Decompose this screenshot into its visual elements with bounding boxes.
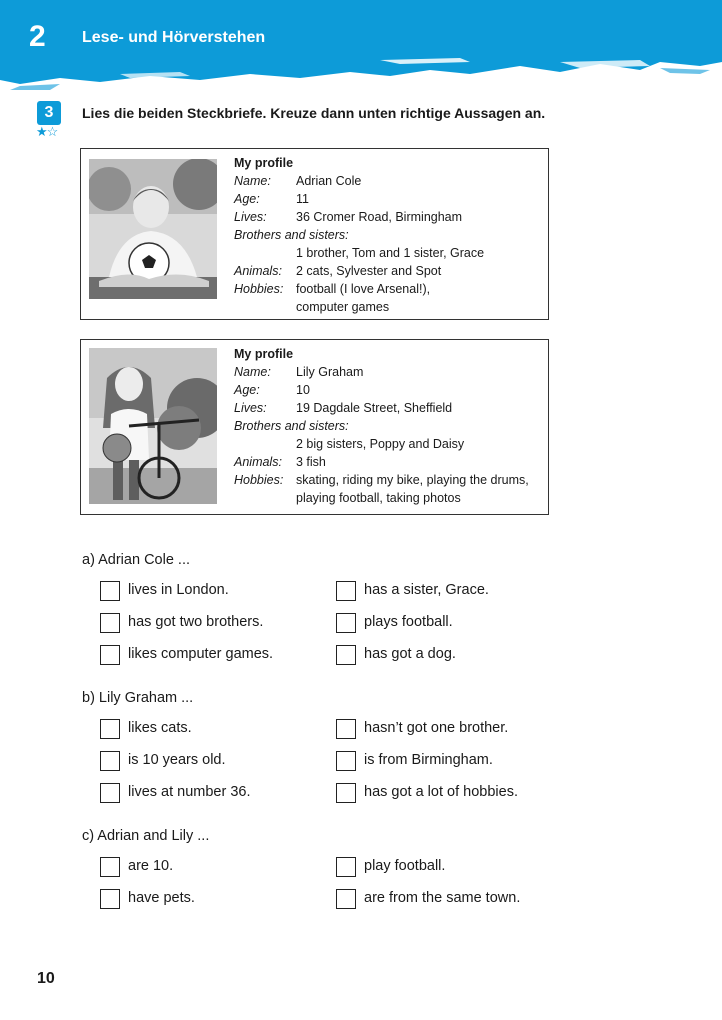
checkbox[interactable] <box>100 581 120 601</box>
profile-details <box>234 345 529 507</box>
checkbox[interactable] <box>100 783 120 803</box>
option-text: is from Birmingham. <box>364 752 493 768</box>
name-label: Name: <box>234 174 271 188</box>
lives-value: 36 Cromer Road, Birmingham <box>296 210 463 224</box>
checkbox[interactable] <box>336 581 356 601</box>
hobbies-label: Hobbies: <box>234 473 284 487</box>
name-value: Adrian Cole <box>296 174 362 188</box>
profile-card-adrian <box>80 148 549 320</box>
difficulty-stars-icon: ★☆ <box>36 124 58 139</box>
checkbox[interactable] <box>100 889 120 909</box>
name-label: Name: <box>234 365 271 379</box>
hobbies-label: Hobbies: <box>234 282 284 296</box>
option-text: has a sister, Grace. <box>364 582 489 598</box>
name-value: Lily Graham <box>296 365 364 379</box>
animals-label: Animals: <box>234 455 282 469</box>
profile-details <box>234 154 484 316</box>
question-c-label: c) Adrian and Lily ... <box>82 828 210 844</box>
option-text: likes cats. <box>128 720 192 736</box>
hobbies-value-cont: playing football, taking photos <box>296 491 461 505</box>
unit-number: 2 <box>29 20 46 53</box>
siblings-value: 2 big sisters, Poppy and Daisy <box>296 437 465 451</box>
animals-label: Animals: <box>234 264 282 278</box>
checkbox[interactable] <box>336 857 356 877</box>
option-text: are 10. <box>128 858 174 874</box>
animals-value: 3 fish <box>296 455 326 469</box>
question-a-label: a) Adrian Cole ... <box>82 552 190 568</box>
checkbox[interactable] <box>100 613 120 633</box>
hobbies-value: football (I love Arsenal!), <box>296 282 431 296</box>
option-text: lives at number 36. <box>128 784 251 800</box>
option-text: likes computer games. <box>128 646 274 662</box>
checkbox[interactable] <box>336 613 356 633</box>
profile-card-lily <box>80 339 549 515</box>
checkbox[interactable] <box>336 645 356 665</box>
exercise-number-badge: 3 <box>37 101 61 125</box>
lives-value: 19 Dagdale Street, Sheffield <box>296 401 453 415</box>
age-value: 11 <box>296 192 309 206</box>
checkbox[interactable] <box>100 751 120 771</box>
girl-with-bike-photo <box>89 348 217 504</box>
checkbox[interactable] <box>336 751 356 771</box>
checkbox[interactable] <box>336 783 356 803</box>
siblings-value: 1 brother, Tom and 1 sister, Grace <box>296 246 485 260</box>
hobbies-value: skating, riding my bike, playing the drums, <box>296 473 529 487</box>
hobbies-value-cont: computer games <box>296 300 390 314</box>
lives-label: Lives: <box>234 210 267 224</box>
option-text: has got a lot of hobbies. <box>364 784 518 800</box>
option-text: lives in London. <box>128 582 229 598</box>
option-text: hasn’t got one brother. <box>364 720 509 736</box>
age-value: 10 <box>296 383 310 397</box>
checkbox[interactable] <box>336 719 356 739</box>
siblings-label: Brothers and sisters: <box>234 228 349 242</box>
option-text: has got a dog. <box>364 646 456 662</box>
exercise-instruction: Lies die beiden Steckbriefe. Kreuze dann unten richtige Aussagen an. <box>82 105 546 121</box>
option-text: is 10 years old. <box>128 752 226 768</box>
option-text: plays football. <box>364 614 453 630</box>
option-text: play football. <box>364 858 446 874</box>
profile-heading: My profile <box>234 156 294 170</box>
option-text: have pets. <box>128 890 195 906</box>
animals-value: 2 cats, Sylvester and Spot <box>296 264 442 278</box>
boy-with-football-photo <box>89 159 217 299</box>
profile-heading: My profile <box>234 347 294 361</box>
age-label: Age: <box>234 192 260 206</box>
page-number: 10 <box>37 970 55 987</box>
checkbox[interactable] <box>100 645 120 665</box>
option-text: has got two brothers. <box>128 614 264 630</box>
siblings-label: Brothers and sisters: <box>234 419 349 433</box>
checkbox[interactable] <box>100 719 120 739</box>
question-b-label: b) Lily Graham ... <box>82 690 194 706</box>
option-text: are from the same town. <box>364 890 521 906</box>
checkbox[interactable] <box>336 889 356 909</box>
unit-title: Lese- und Hörverstehen <box>82 29 266 46</box>
checkbox[interactable] <box>100 857 120 877</box>
lives-label: Lives: <box>234 401 267 415</box>
age-label: Age: <box>234 383 260 397</box>
